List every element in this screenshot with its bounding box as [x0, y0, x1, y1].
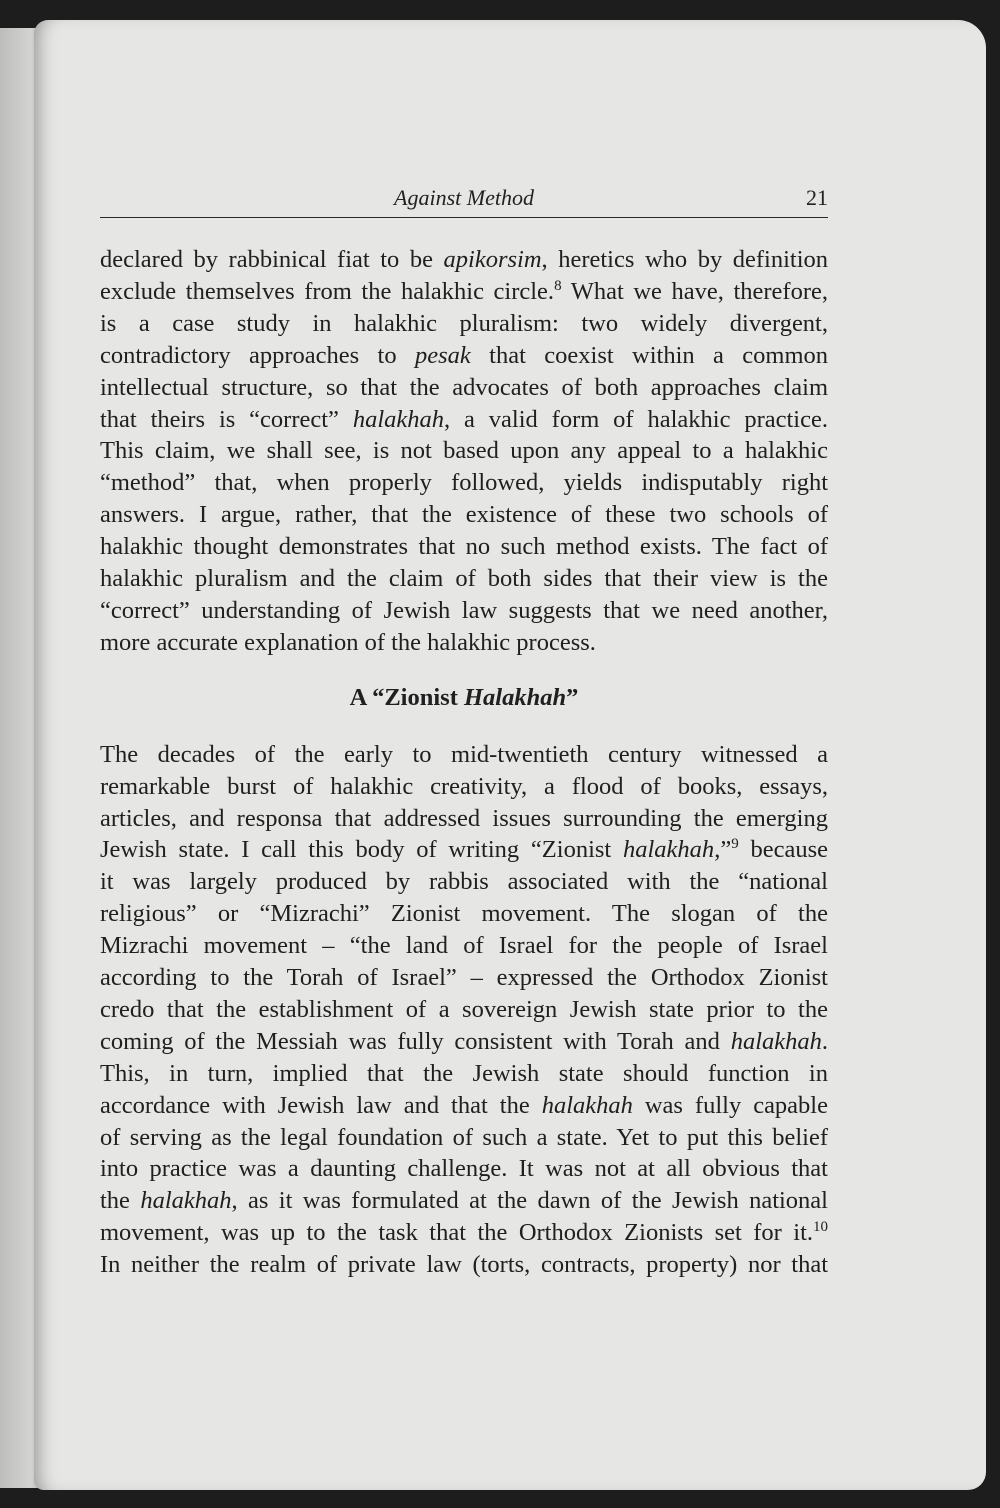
footnote-ref-9: 9: [731, 836, 739, 853]
text-line: halakhic pluralism and the claim of both sides that their view is the: [100, 565, 828, 593]
text-line: more accurate explanation of the halakhic process.: [100, 628, 596, 656]
running-header: [100, 183, 828, 218]
text-line: This claim, we shall see, is not based upon any appeal to a halakhic: [100, 437, 828, 465]
text-line: is a case study in halakhic pluralism: two widely divergent,: [100, 309, 828, 337]
running-title: Against Method: [394, 185, 534, 210]
paragraph-2: [100, 739, 828, 1281]
text-line: intellectual structure, so that the advocates of both approaches claim: [100, 373, 828, 401]
text-line: The decades of the early to mid-twentieth century witnessed a: [100, 740, 828, 768]
text-line: “correct” understanding of Jewish law suggests that we need another,: [100, 596, 828, 624]
text-line: exclude themselves from the halakhic circle.$^8$ What we have, therefore,: [100, 277, 829, 305]
text-line: religious” or “Mizrachi” Zionist movement. The slogan of the: [100, 900, 828, 928]
paragraph-1: [100, 244, 828, 659]
text-line: according to the Torah of Israel” – expressed the Orthodox Zionist: [100, 964, 828, 992]
text-line: accordance with Jewish law and that the halakhah was fully capable: [100, 1091, 828, 1119]
text-line: answers. I argue, rather, that the existence of these two schools of: [100, 501, 828, 529]
page-number: 21: [806, 185, 828, 210]
text-line: halakhic thought demonstrates that no such method exists. The fact of: [100, 533, 828, 561]
text-line: declared by rabbinical fiat to be apikorsim, heretics who by definition: [100, 246, 828, 273]
text-line: credo that the establishment of a sovereign Jewish state prior to the: [100, 995, 828, 1023]
text-line: contradictory approaches to pesak that coexist within a common: [100, 341, 828, 369]
text-line: articles, and responsa that addressed issues surrounding the emerging: [100, 804, 828, 832]
text-line: it was largely produced by rabbis associated with the “national: [100, 868, 828, 896]
footnote-ref-10: 10: [813, 1219, 828, 1236]
text-line: movement, was up to the task that the Orthodox Zionists set for it.$^{10}$: [100, 1219, 828, 1247]
section-heading: A “Zionist Halakhah”: [349, 683, 579, 711]
text-line: In neither the realm of private law (torts, contracts, property) nor that: [100, 1251, 828, 1279]
text-line: into practice was a daunting challenge. It was not at all obvious that: [100, 1155, 828, 1183]
text-line: “method” that, when properly followed, yields indisputably right: [100, 469, 828, 497]
text-line: coming of the Messiah was fully consistent with Torah and halakhah.: [100, 1027, 828, 1055]
text-line: the halakhah, as it was formulated at the dawn of the Jewish national: [100, 1187, 828, 1215]
text-line: of serving as the legal foundation of such a state. Yet to put this belief: [100, 1123, 828, 1151]
body-text: [100, 244, 828, 1281]
text-line: remarkable burst of halakhic creativity, a flood of books, essays,: [100, 772, 828, 800]
text-line: Jewish state. I call this body of writing “Zionist halakhah,”$^9$ because: [100, 836, 828, 864]
text-line: This, in turn, implied that the Jewish state should function in: [100, 1059, 828, 1087]
text-line: Mizrachi movement – “the land of Israel for the people of Israel: [100, 932, 828, 960]
text-line: that theirs is “correct” halakhah, a valid form of halakhic practice.: [100, 405, 828, 433]
footnote-ref-8: 8: [554, 277, 562, 294]
